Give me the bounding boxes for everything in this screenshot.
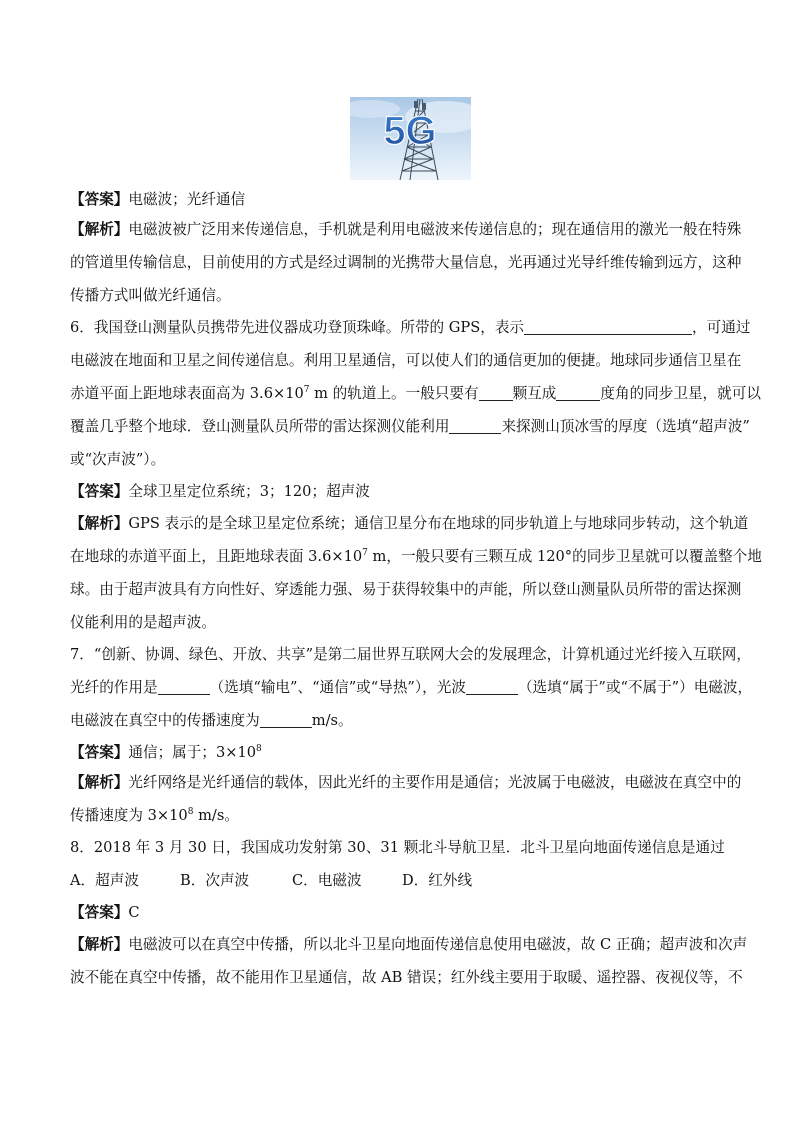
analysis-tag: 【解析】 — [70, 774, 129, 791]
q6-analysis — [70, 512, 762, 635]
answer-blank[interactable] — [466, 678, 518, 695]
5g-illustration — [350, 97, 471, 180]
answer-tag: 【答案】 — [70, 744, 129, 761]
answer-blank[interactable] — [449, 417, 501, 434]
q6-stem-text: 颗互成 — [512, 385, 557, 402]
option-d[interactable]: D．红外线 — [402, 872, 473, 889]
q8-stem-text: 8．2018 年 3 月 30 日，我国成功发射第 30、31 颗北斗导航卫星．北斗卫星向地面传递信息是通过 — [70, 839, 725, 856]
analysis-line: 光纤网络是光纤通信的载体，因此光纤的主要作用是通信；光波属于电磁波，电磁波在真空中的 — [128, 774, 742, 791]
answer-blank[interactable] — [260, 711, 312, 728]
q6-stem-text: 覆盖几乎整个地球．登山测量队员所带的雷达探测仪能利用 — [70, 418, 450, 435]
q7-stem-text: 光纤的作用是 — [70, 679, 158, 696]
5g-tower-image — [350, 97, 471, 180]
analysis-line: 在地球的赤道平面上，且距地球表面 3.6×10 — [70, 548, 363, 565]
answer-text: C — [128, 904, 140, 921]
q6-answer — [70, 480, 730, 504]
analysis-line: 仪能利用的是超声波。 — [70, 614, 216, 631]
analysis-tag: 【解析】 — [70, 221, 129, 238]
q8-options — [70, 869, 730, 893]
analysis-line: m/s。 — [193, 807, 239, 824]
question-6 — [70, 316, 761, 472]
answer-blank[interactable] — [158, 678, 210, 695]
answer-text: 全球卫星定位系统；3；120；超声波 — [128, 483, 370, 500]
exponent: 8 — [187, 807, 194, 817]
answer-blank[interactable] — [556, 384, 600, 401]
answer-tag: 【答案】 — [70, 191, 129, 208]
q7-stem-text: （选填“属于”或“不属于”）电磁波， — [517, 679, 753, 696]
question-7 — [70, 643, 753, 733]
q7-stem-text: 电磁波在真空中的传播速度为 — [70, 712, 260, 729]
analysis-line: 的管道里传输信息，目前使用的方式是经过调制的光携带大量信息，光再通过光导纤维传输到远方，这种 — [70, 254, 742, 271]
q8-answer — [70, 901, 730, 925]
answer-text: 电磁波；光纤通信 — [128, 191, 246, 208]
q6-stem-text: m 的轨道上。一般只要有 — [309, 385, 479, 402]
exponent: 7 — [303, 385, 310, 395]
document-body — [70, 188, 762, 990]
q7-stem-text: m/s。 — [311, 712, 353, 729]
q6-stem-text: ，可通过 — [692, 319, 751, 336]
analysis-line: m，一般只要有三颗互成 120°的同步卫星就可以覆盖整个地 — [367, 548, 762, 565]
q6-stem-text: 赤道平面上距地球表面高为 3.6×10 — [70, 385, 304, 402]
answer-text: 通信；属于；3×10 — [128, 744, 257, 761]
q7-stem-text: 7．“创新、协调、绿色、开放、共享”是第二届世界互联网大会的发展理念，计算机通过光纤接入互联网， — [70, 646, 751, 663]
analysis-line: 波不能在真空中传播，故不能用作卫星通信，故 AB 错误；红外线主要用于取暖、遥控器、夜视仪等，不 — [70, 969, 743, 986]
q6-stem-text: 度角的同步卫星，就可以 — [600, 385, 761, 402]
analysis-line: 球。由于超声波具有方向性好、穿透能力强、易于获得较集中的声能，所以登山测量队员所带的雷达探测 — [70, 581, 742, 598]
q5-answer — [70, 188, 730, 212]
analysis-line: GPS 表示的是全球卫星定位系统；通信卫星分布在地球的同步轨道上与地球同步转动，这个轨道 — [128, 515, 749, 532]
analysis-tag: 【解析】 — [70, 936, 129, 953]
q7-answer — [70, 741, 730, 765]
question-8-stem — [70, 836, 730, 860]
q6-stem-text: 来探测山顶冰雪的厚度（选填“超声波” — [501, 418, 750, 435]
exponent: 8 — [256, 744, 262, 754]
option-c[interactable]: C．电磁波 — [292, 872, 362, 889]
option-a[interactable]: A．超声波 — [70, 872, 139, 889]
q6-stem-text: 或“次声波”）。 — [70, 451, 166, 468]
option-b[interactable]: B．次声波 — [180, 872, 250, 889]
q6-stem-text: 电磁波在地面和卫星之间传递信息。利用卫星通信，可以使人们的通信更加的便捷。地球同步通信卫星在 — [70, 352, 742, 369]
analysis-line: 电磁波可以在真空中传播，所以北斗卫星向地面传递信息使用电磁波，故 C 正确；超声波和次声 — [128, 936, 748, 953]
q7-stem-text: （选填“输电”、“通信”或“导热”），光波 — [209, 679, 466, 696]
answer-blank[interactable] — [479, 384, 513, 401]
analysis-line: 电磁波被广泛用来传递信息，手机就是利用电磁波来传递信息的；现在通信用的激光一般在特殊 — [128, 221, 742, 238]
answer-tag: 【答案】 — [70, 904, 129, 921]
analysis-line: 传播方式叫做光纤通信。 — [70, 287, 231, 304]
answer-tag: 【答案】 — [70, 483, 129, 500]
answer-blank[interactable] — [524, 318, 692, 335]
q5-analysis — [70, 218, 742, 308]
q8-analysis — [70, 933, 748, 990]
analysis-tag: 【解析】 — [70, 515, 129, 532]
exponent: 7 — [362, 548, 368, 558]
analysis-line: 传播速度为 3×10 — [70, 807, 188, 824]
q6-stem-text: 6．我国登山测量队员携带先进仪器成功登顶珠峰。所带的 GPS，表示 — [70, 319, 525, 336]
q7-analysis — [70, 771, 742, 828]
5g-logo-text: 5G — [383, 109, 437, 153]
